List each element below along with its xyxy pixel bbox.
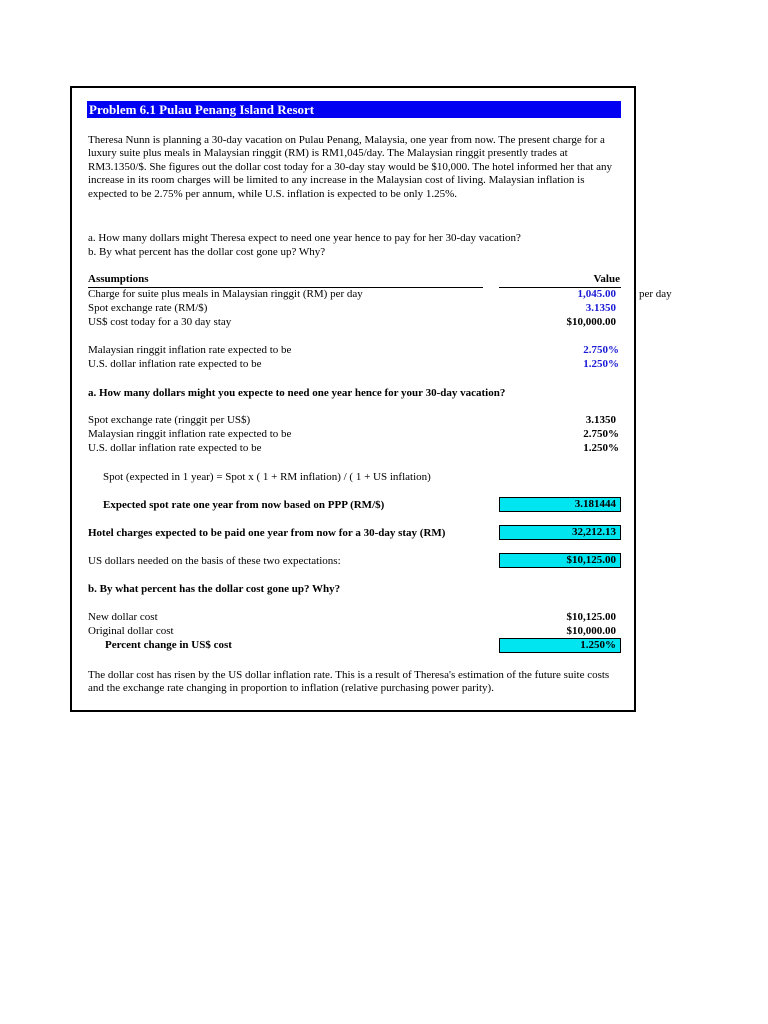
hotel-charges-value: 32,212.13: [499, 525, 621, 540]
assumption-value-rm-inflation: 2.750%: [583, 344, 619, 356]
assumption-label-us-inflation: U.S. dollar inflation rate expected to be: [88, 358, 262, 370]
part-a-label-us-inflation: U.S. dollar inflation rate expected to be: [88, 442, 262, 454]
new-cost-label: New dollar cost: [88, 611, 158, 623]
assumption-value-charge: 1,045.00: [577, 288, 616, 300]
part-a-value-rm-inflation: 2.750%: [583, 428, 619, 440]
question-a: a. How many dollars might Theresa expect to need one year hence to pay for her 30-day vacation?: [88, 232, 521, 244]
assumption-value-us-inflation: 1.250%: [583, 358, 619, 370]
expected-spot-value: 3.181444: [499, 497, 621, 512]
question-b: b. By what percent has the dollar cost gone up? Why?: [88, 246, 326, 258]
usd-needed-label: US dollars needed on the basis of these two expectations:: [88, 555, 341, 567]
assumption-note-per-day: per day: [639, 288, 672, 300]
assumption-label-rm-inflation: Malaysian ringgit inflation rate expected to be: [88, 344, 292, 356]
part-a-value-us-inflation: 1.250%: [583, 442, 619, 454]
part-a-heading: a. How many dollars might you expecte to need one year hence for your 30-day vacation?: [88, 387, 506, 399]
part-b-heading: b. By what percent has the dollar cost gone up? Why?: [88, 583, 341, 595]
conclusion-paragraph: The dollar cost has risen by the US dollar inflation rate. This is a result of Theresa's estimation of the future suite costs and the exchange rate changing in proportion to inflation (relative purchasing power parity).: [88, 669, 610, 695]
original-cost-label: Original dollar cost: [88, 625, 174, 637]
percent-change-value: 1.250%: [499, 638, 621, 653]
problem-title: Problem 6.1 Pulau Penang Island Resort: [87, 101, 621, 118]
intro-paragraph: Theresa Nunn is planning a 30-day vacation on Pulau Penang, Malaysia, one year from now. The present charge for a luxury suite plus meals in Malaysian ringgit (RM) is RM1,045/day. The Malaysian ringgit presently trades at RM3.1350/$. She figures out the dollar cost today for a 30-day stay would be $10,000. The hotel informed her that any increase in its room charges will be limited to any increase in the Malaysian cost of living. Malaysian inflation is expected to be 2.75% per annum, while U.S. inflation is expected to be only 1.25%.: [88, 134, 613, 200]
part-a-label-spot: Spot exchange rate (ringgit per US$): [88, 414, 251, 426]
assumption-value-spot: 3.1350: [585, 302, 616, 314]
assumption-value-usd-cost: $10,000.00: [566, 316, 616, 328]
percent-change-label: Percent change in US$ cost: [105, 639, 232, 651]
expected-spot-label: Expected spot rate one year from now based on PPP (RM/$): [103, 499, 385, 511]
value-header: Value: [593, 273, 620, 285]
ppp-formula: Spot (expected in 1 year) = Spot x ( 1 + RM inflation) / ( 1 + US inflation): [103, 471, 431, 483]
assumption-label-spot: Spot exchange rate (RM/$): [88, 302, 208, 314]
assumptions-header: Assumptions: [88, 273, 149, 285]
part-a-label-rm-inflation: Malaysian ringgit inflation rate expected to be: [88, 428, 292, 440]
assumption-label-usd-cost: US$ cost today for a 30 day stay: [88, 316, 232, 328]
original-cost-value: $10,000.00: [566, 625, 616, 637]
new-cost-value: $10,125.00: [566, 611, 616, 623]
part-a-value-spot: 3.1350: [585, 414, 616, 426]
assumption-label-charge: Charge for suite plus meals in Malaysian ringgit (RM) per day: [88, 288, 363, 300]
usd-needed-value: $10,125.00: [499, 553, 621, 568]
hotel-charges-label: Hotel charges expected to be paid one year from now for a 30-day stay (RM): [88, 527, 446, 539]
